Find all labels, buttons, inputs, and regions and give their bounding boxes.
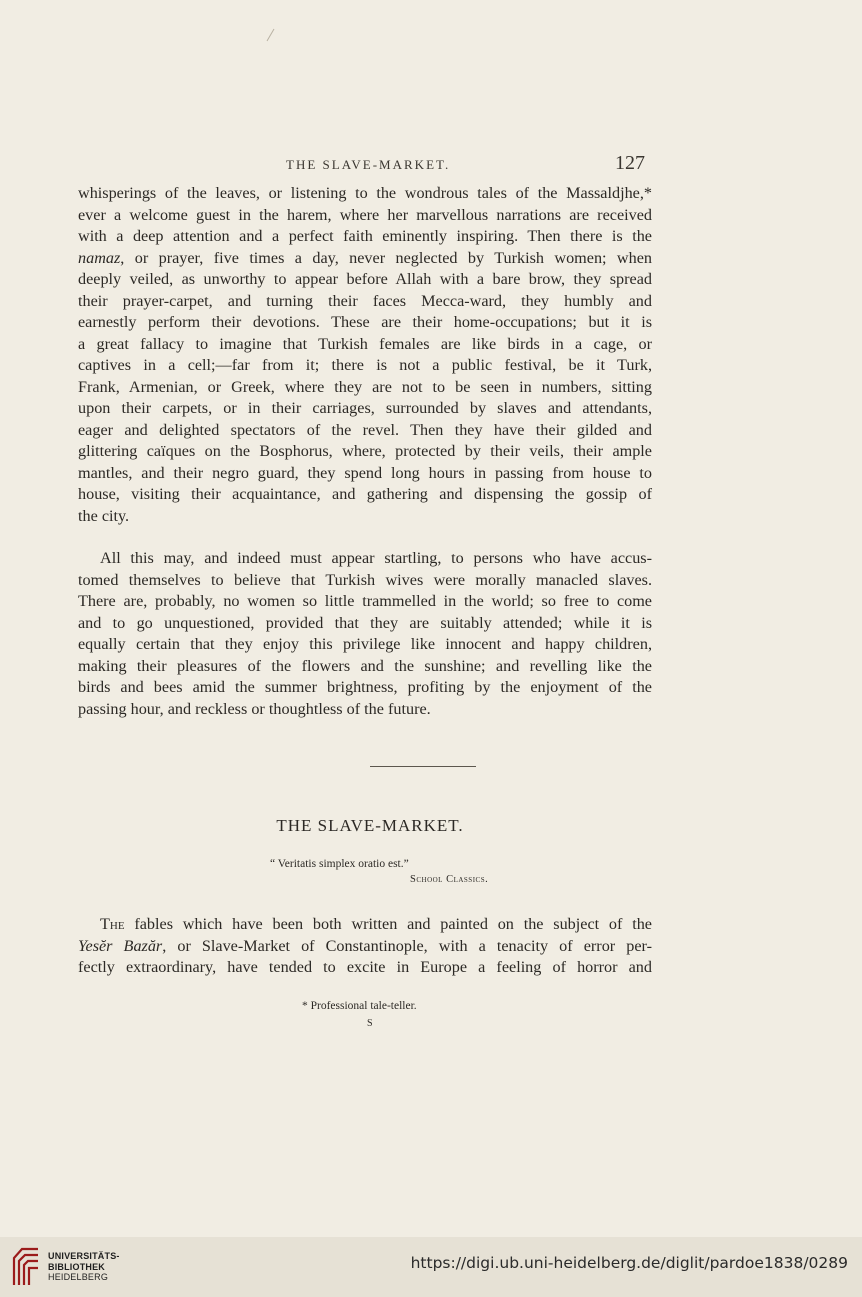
text-line: Frank, Armenian, or Greek, where they are not to be seen in numbers, sitting bbox=[78, 377, 652, 396]
text-line: making their pleasures of the flowers and the sunshine; and revelling like the bbox=[78, 656, 652, 675]
footnote: * Professional tale-teller. bbox=[302, 1000, 417, 1012]
text-line: tomed themselves to believe that Turkish wives were morally manacled slaves. bbox=[78, 570, 652, 589]
text-fragment: , or prayer, five times a day, never neglected by Turkish women; when bbox=[120, 248, 652, 267]
italic-term: namaz bbox=[78, 248, 121, 267]
epigraph: “ Veritatis simplex oratio est.” bbox=[270, 858, 409, 870]
text-line bbox=[78, 936, 652, 958]
pencil-mark bbox=[267, 29, 275, 42]
viewer-footer bbox=[0, 1237, 862, 1297]
paragraph-3 bbox=[78, 914, 652, 979]
library-name bbox=[48, 1251, 120, 1283]
italic-term: Yesĕr Bazăr bbox=[78, 936, 163, 955]
text-fragment: , or Slave-Market of Constantinople, with a tenacity of error per- bbox=[162, 936, 652, 955]
text-line: deeply veiled, as unworthy to appear before Allah with a bare brow, they spread bbox=[78, 270, 652, 288]
library-logo-icon bbox=[10, 1246, 42, 1288]
text-line: mantles, and their negro guard, they spend long hours in passing from house to bbox=[78, 463, 652, 482]
text-line: All this may, and indeed must appear startling, to persons who have accus- bbox=[100, 549, 652, 567]
text-fragment: fables which have been both written and painted on the subject of the bbox=[124, 915, 652, 933]
section-divider bbox=[370, 766, 476, 767]
text-line: with a deep attention and a perfect faith eminently inspiring. Then there is the bbox=[78, 227, 652, 245]
library-name-line: BIBLIOTHEK bbox=[48, 1261, 105, 1272]
text-line: equally certain that they enjoy this privilege like innocent and happy children, bbox=[78, 635, 652, 653]
signature-mark: S bbox=[367, 1018, 373, 1029]
text-line: fectly extraordinary, have tended to excite in Europe a feeling of horror and bbox=[78, 958, 652, 976]
text-line: a great fallacy to imagine that Turkish females are like birds in a cage, or bbox=[78, 334, 652, 353]
text-line: glittering caïques on the Bosphorus, where, protected by their veils, their ample bbox=[78, 442, 652, 460]
text-line bbox=[78, 248, 652, 270]
text-line: eager and delighted spectators of the revel. Then they have their gilded and bbox=[78, 420, 652, 439]
library-name-line: HEIDELBERG bbox=[48, 1272, 109, 1282]
text-line: and to go unquestioned, provided that they are suitably attended; while it is bbox=[78, 613, 652, 632]
text-line: There are, probably, no women so little trammelled in the world; so free to come bbox=[78, 592, 652, 610]
permalink-url[interactable]: https://digi.ub.uni-heidelberg.de/diglit/pardoe1838/0289 bbox=[410, 1254, 848, 1272]
section-title: THE SLAVE-MARKET. bbox=[276, 816, 464, 835]
drop-word: The bbox=[100, 915, 125, 933]
text-line: ever a welcome guest in the harem, where her marvellous narrations are received bbox=[78, 205, 652, 224]
text-line: their prayer-carpet, and turning their faces Mecca-ward, they humbly and bbox=[78, 291, 652, 310]
running-head: THE SLAVE-MARKET. bbox=[286, 157, 451, 172]
text-line: house, visiting their acquaintance, and gathering and dispensing the gossip of bbox=[78, 485, 652, 503]
text-line: upon their carpets, or in their carriages, surrounded by slaves and attendants, bbox=[78, 399, 652, 417]
text-line: captives in a cell;—far from it; there is not a public festival, be it Turk, bbox=[78, 356, 652, 374]
library-name-line: UNIVERSITÄTS- bbox=[48, 1251, 120, 1261]
text-line: earnestly perform their devotions. These are their home-occupations; but it is bbox=[78, 313, 652, 331]
text-line: birds and bees amid the summer brightness, profiting by the enjoyment of the bbox=[78, 678, 652, 696]
text-line bbox=[78, 914, 652, 936]
epigraph-source: School Classics. bbox=[410, 874, 489, 885]
text-line: whisperings of the leaves, or listening to the wondrous tales of the Massaldjhe,* bbox=[78, 184, 652, 202]
text-line: passing hour, and reckless or thoughtless of the future. bbox=[78, 699, 431, 718]
paragraph-1 bbox=[78, 183, 652, 527]
text-line: the city. bbox=[78, 506, 130, 525]
paragraph-2 bbox=[78, 548, 652, 720]
page-number: 127 bbox=[615, 152, 645, 174]
